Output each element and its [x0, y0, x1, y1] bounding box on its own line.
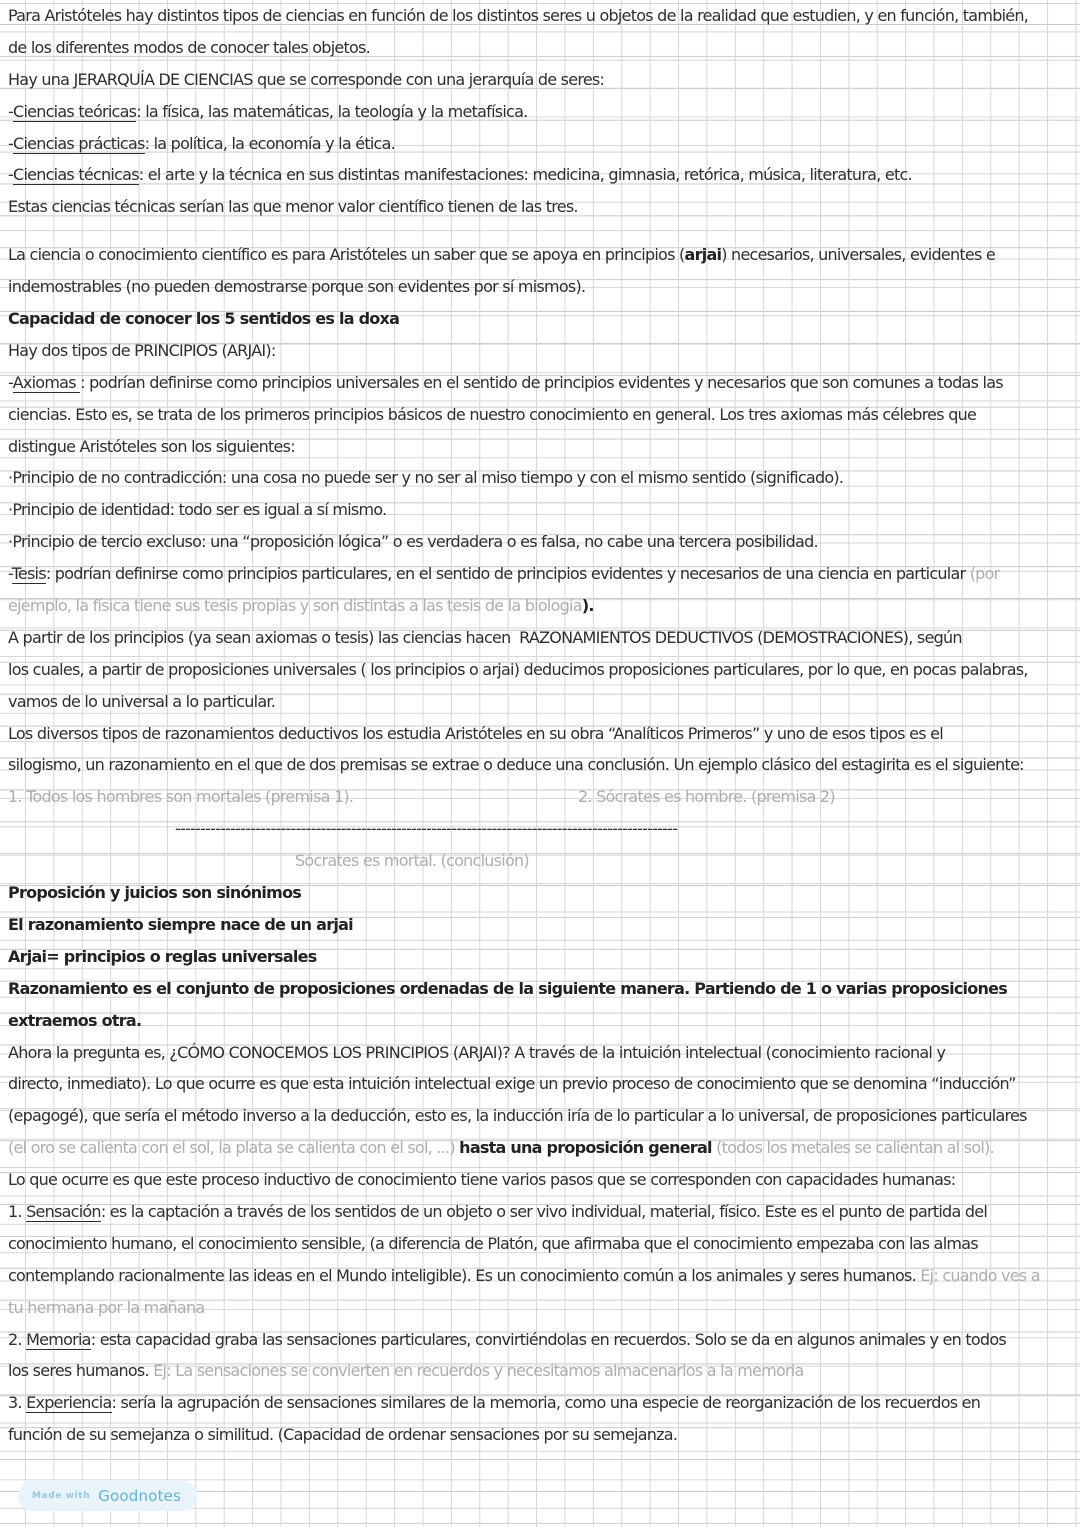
text-span: Experiencia [26, 1393, 112, 1413]
text-span: Estas ciencias técnicas serían las que menor valor científico tienen de las tres. [8, 197, 578, 217]
text-span: Ciencias técnicas [13, 165, 139, 185]
text-line [8, 1196, 1080, 1228]
text-span: Para Aristóteles hay distintos tipos de ciencias en función de los distintos seres u objetos de la realidad que estudien, y en función, también, [8, 6, 1029, 25]
text-span: Axiomas [12, 372, 81, 392]
divider-dashes: ---------------------------------------------------------------------------------------------------- [175, 819, 678, 839]
text-span: - [8, 165, 14, 185]
text-line [8, 909, 1080, 941]
text-line [8, 1037, 1080, 1069]
text-span: ·Principio de tercio excluso: una “proposición lógica” o es verdadera o es falsa, no cabe una tercera posibilidad. [8, 532, 818, 552]
text-span: Tesis [11, 564, 46, 584]
text-span: 2. [8, 1329, 27, 1349]
text-span: - [8, 133, 14, 153]
badge-prefix-label: Made with [32, 1491, 91, 1501]
text-line [8, 718, 1080, 750]
text-line [8, 622, 1080, 654]
text-span: : podrían definirse como principios particulares, en el sentido de principios evidentes y necesarios de una ciencia en particular [45, 564, 970, 584]
text-span: de los diferentes modos de conocer tales objetos. [8, 37, 370, 57]
text-line [8, 64, 1080, 96]
text-line [8, 399, 1080, 431]
premise-2: 2. Sócrates es hombre. (premisa 2) [578, 787, 835, 807]
text-span: (epagogé), que sería el método inverso a la deducción, esto es, la inducción iría de lo particular a lo universal, de proposiciones particulares [8, 1106, 1027, 1126]
text-span: directo, inmediato). Lo que ocurre es que esta intuición intelectual exige un previo proceso de conocimiento que se denomina “inducción” [8, 1074, 1016, 1094]
text-span: vamos de lo universal a lo particular. [8, 691, 276, 711]
text-span: conocimiento humano, el conocimiento sensible, (a diferencia de Platón, que afirmaba que el conocimiento empezaba con las almas [8, 1233, 978, 1253]
text-span: - [8, 564, 12, 584]
goodnotes-logo: Goodnotes [98, 1487, 182, 1505]
text-span: : la política, la economía y la ética. [144, 133, 395, 153]
text-line [8, 1005, 1080, 1037]
text-span: : esta capacidad graba las sensaciones particulares, convirtiéndolas en recuerdos. Solo se da en algunos animales y en todos [90, 1329, 1006, 1349]
text-line [8, 877, 1080, 909]
goodnotes-badge[interactable] [18, 1481, 197, 1511]
text-line [8, 1068, 1080, 1100]
text-span: Ej: cuando ves a [920, 1265, 1040, 1285]
text-span: ) necesarios, universales, evidentes e [721, 245, 995, 265]
premise-1: 1. Todos los hombres son mortales (premisa 1). [8, 787, 354, 807]
text-span: 3. [8, 1393, 27, 1413]
text-span: silogismo, un razonamiento en el que de dos premisas se extrae o deduce una conclusión. Un ejemplo clásico del estagirita es el siguiente: [8, 755, 1024, 775]
text-line [8, 1355, 1080, 1387]
text-line [8, 335, 1080, 367]
text-line [8, 1164, 1080, 1196]
text-span: Arjai= principios o reglas universales [8, 946, 317, 966]
text-span: indemostrables (no pueden demostrarse porque son evidentes por sí mismos). [8, 277, 586, 297]
text-line [8, 558, 1080, 590]
text-line [8, 271, 1080, 303]
text-span: (todos los metales se calientan al sol). [711, 1138, 994, 1158]
text-span: arjai [684, 245, 722, 265]
text-span: - [8, 101, 14, 121]
text-line [8, 654, 1080, 686]
text-line [8, 686, 1080, 718]
text-span: los seres humanos. [8, 1361, 154, 1381]
text-span: ). [581, 596, 594, 616]
text-span: Sensación [26, 1201, 101, 1221]
text-line [8, 1260, 1080, 1292]
text-line [8, 367, 1080, 399]
text-line [8, 303, 1080, 335]
text-line [8, 96, 1080, 128]
text-span: : podrían definirse como principios universales en el sentido de principios evidentes y necesarios que son comunes a todas las [80, 372, 1003, 392]
text-span: ·Principio de no contradicción: una cosa no puede ser y no ser al miso tiempo y con el mismo sentido (significado). [8, 468, 844, 488]
text-line [8, 1132, 1080, 1164]
text-span: ciencias. Esto es, se trata de los primeros principios básicos de nuestro conocimiento en general. Los tres axiomas más célebres que [8, 404, 977, 424]
text-span: ejemplo, la física tiene sus tesis propias y son distintas a las tesis de la biología [8, 596, 582, 616]
text-line [8, 590, 1080, 622]
text-span: ·Principio de identidad: todo ser es igual a sí mismo. [8, 500, 387, 520]
text-line [8, 462, 1080, 494]
text-line [8, 0, 1080, 32]
text-span: (por [969, 564, 1000, 584]
text-line [8, 1100, 1080, 1132]
text-span: : la física, las matemáticas, la teología y la metafísica. [136, 101, 528, 121]
text-span: La ciencia o conocimiento científico es para Aristóteles un saber que se apoya en principios ( [8, 245, 685, 265]
text-span: Proposición y juicios son sinónimos [8, 883, 302, 903]
text-span: Capacidad de conocer los 5 sentidos es la doxa [8, 309, 400, 329]
text-span: Memoria [26, 1329, 91, 1349]
conclusion: Sócrates es mortal. (conclusión) [295, 851, 529, 871]
text-line [8, 1387, 1080, 1419]
text-span: : sería la agrupación de sensaciones similares de la memoria, como una especie de reorganización de los recuerdos en [111, 1393, 981, 1413]
text-span: Los diversos tipos de razonamientos deductivos los estudia Aristóteles en su obra “Analíticos Primeros” y uno de esos tipos es el [8, 723, 943, 743]
text-span: : es la captación a través de los sentidos de un objeto o ser vivo individual, material, físico. Este es el punto de partida del [100, 1201, 988, 1221]
text-line [8, 494, 1080, 526]
text-span: tu hermana por la mañana [8, 1297, 205, 1317]
text-span: contemplando racionalmente las ideas en el Mundo inteligible). Es un conocimiento común a los animales y seres humanos. [8, 1265, 921, 1285]
text-line [8, 191, 1080, 223]
syllogism-divider [8, 813, 1080, 845]
text-span: Ciencias prácticas [13, 133, 145, 153]
text-line [8, 32, 1080, 64]
text-line [8, 159, 1080, 191]
text-span: Ciencias teóricas [13, 101, 137, 121]
text-span: Ej: La sensaciones se convierten en recuerdos y necesitamos almacenarlos a la memoria [153, 1361, 804, 1381]
text-line [8, 941, 1080, 973]
text-line [8, 1419, 1080, 1451]
text-span: hasta una proposición general [459, 1138, 712, 1158]
text-span: El razonamiento siempre nace de un arjai [8, 914, 353, 934]
text-span: Razonamiento es el conjunto de proposiciones ordenadas de la siguiente manera. Partiendo de 1 o varias proposiciones [8, 978, 1008, 998]
text-span: (el oro se calienta con el sol, la plata se calienta con el sol, ...) [8, 1138, 460, 1158]
text-span: 1. [8, 1201, 27, 1221]
text-line [8, 1292, 1080, 1324]
text-span: - [8, 372, 13, 392]
text-span: Hay dos tipos de PRINCIPIOS (ARJAI): [8, 340, 276, 360]
text-span: distingue Aristóteles son los siguientes: [8, 436, 295, 456]
syllogism-conclusion [8, 845, 1080, 877]
text-line [8, 431, 1080, 463]
text-line [8, 749, 1080, 781]
text-span: los cuales, a partir de proposiciones universales ( los principios o arjai) deducimos proposiciones particulares, por lo que, en pocas palabras, [8, 659, 1028, 679]
text-span: A partir de los principios (ya sean axiomas o tesis) las ciencias hacen RAZONAMIENTOS DEDUCTIVOS (DEMOSTRACIONES), según [8, 627, 962, 647]
text-line [8, 526, 1080, 558]
text-line [8, 128, 1080, 160]
syllogism-premises [8, 781, 1080, 813]
text-span: extraemos otra. [8, 1010, 142, 1030]
text-line [8, 973, 1080, 1005]
text-span: : el arte y la técnica en sus distintas manifestaciones: medicina, gimnasia, retórica, música, literatura, etc. [138, 165, 912, 185]
text-span: Lo que ocurre es que este proceso inductivo de conocimiento tiene varios pasos que se corresponden con capacidades humanas: [8, 1170, 956, 1190]
text-line [8, 1228, 1080, 1260]
text-span: Ahora la pregunta es, ¿CÓMO CONOCEMOS LOS PRINCIPIOS (ARJAI)? A través de la intuición intelectual (conocimiento racional y [8, 1042, 946, 1062]
text-line [8, 1324, 1080, 1356]
text-span: Hay una JERARQUÍA DE CIENCIAS que se corresponde con una jerarquía de seres: [8, 69, 605, 89]
text-line [8, 239, 1080, 271]
text-span: función de su semejanza o similitud. (Capacidad de ordenar sensaciones por su semejanza. [8, 1425, 678, 1445]
